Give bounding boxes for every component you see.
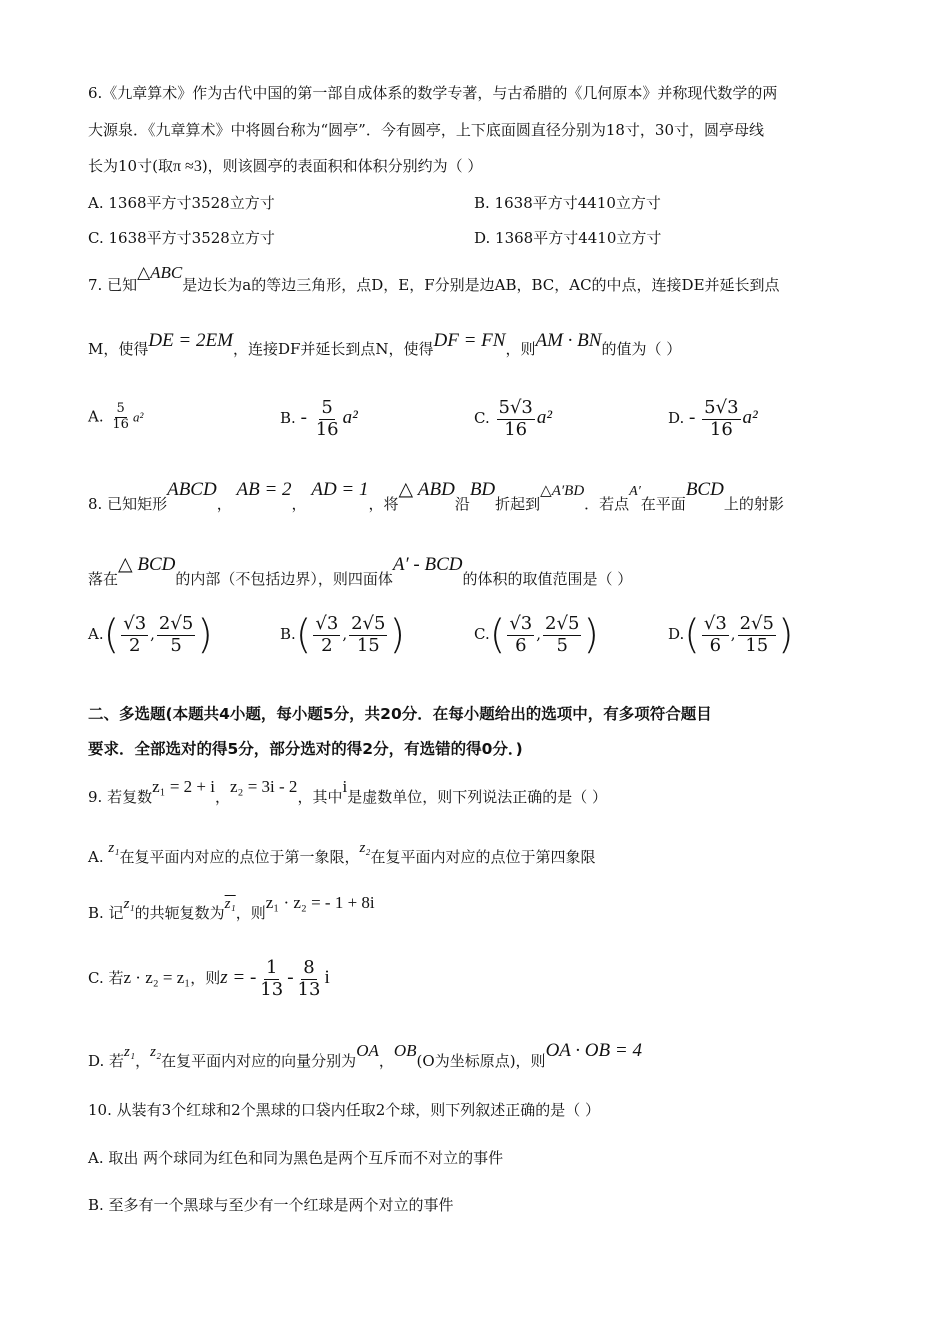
z1: z₁ [123,896,135,912]
numerator: 8 [303,957,315,978]
denominator: 2 [128,634,141,656]
fraction [543,614,581,656]
q9b-text: 的共轭复数为 [134,904,225,922]
q9-text: 是虚数单位，则下列说法正确的是（ ） [347,788,607,806]
q7-text: 7. 已知 [88,276,138,294]
q10-option-a: A. 取出 两个球同为红色和同为黑色是两个互斥而不对立的事件 [88,1149,504,1167]
q6-stem-line-2: 大源泉．《九章算术》中将圆台称为“圆亭”．今有圆亭，上下底面圆直径分别为18寸，30寸，圆亭母线 [88,121,765,139]
a-squared: a² [132,409,144,425]
q10-stem: 10. 从装有3个红球和2个黑球的口袋内任取2个球，则下列叙述正确的是（ ） [88,1101,601,1119]
q8-stem-line-1 [88,478,784,513]
q6-stem-line-1: 6.《九章算术》作为古代中国的第一部自成体系的数学专著，与古希腊的《几何原本》并称现代数学的两 [88,84,778,102]
q6-pi-approx: π ≈3 [172,158,202,175]
denominator: 5 [170,634,182,656]
q9a-text: 在复平面内对应的点位于第一象限， [119,848,360,866]
q7-vector-product: AM · BN [535,330,602,351]
q9b-text: ，则 [235,904,266,922]
a-squared: a² [536,407,553,429]
q6-text-tail: )，则该圆亭的表面积和体积分别约为（ ） [201,157,483,175]
q8-bd: BD [469,479,496,500]
q7-triangle-abc: △ABC [137,263,183,282]
q9c-condition: z · z₂ = z₁ [123,968,191,988]
q9-option-b [88,892,375,922]
numerator: √3 [123,612,147,634]
option-label: C. [474,409,490,428]
fraction [702,614,729,656]
numerator: √3 [703,612,727,634]
q7-option-d [668,398,758,440]
fraction [314,398,341,440]
numerator: 2√5 [739,612,774,634]
denominator: 15 [356,634,380,656]
denominator: 16 [709,418,733,440]
q8-rect-abcd: ABCD [167,479,217,500]
fraction [157,614,195,656]
fraction [507,614,534,656]
fraction [313,614,340,656]
option-label: C. 若 [88,969,124,988]
q8-text: 折起到 [495,495,541,513]
numerator: 5 [321,397,333,418]
q6-option-a: A. 1368平方寸3528立方寸 [88,194,275,212]
denominator: 13 [260,978,284,1000]
q6-option-b: B. 1638平方寸4410立方寸 [474,194,661,212]
numerator: 1 [266,957,278,978]
q7-text: 的值为（ ） [601,340,682,358]
fraction [121,614,148,656]
right-paren: ) [389,612,406,658]
numerator: 2√5 [351,612,386,634]
q8-text: 的内部（不包括边界），则四面体 [175,570,393,588]
right-paren: ) [197,612,213,658]
option-label: A. [88,625,104,643]
q8-text: ．若点 [584,495,630,513]
denominator: 13 [297,978,321,1000]
q8-text: 落在 [88,570,119,588]
option-label: D. [668,409,685,428]
q8-triangle-a-prime-bd: △A′BD [540,483,585,499]
q7-eq-df-fn: DF = FN [433,330,506,351]
q8-text: ， [291,495,307,513]
left-paren: ( [295,612,312,658]
numerator: 5√3 [498,397,533,418]
denominator: 15 [745,634,769,656]
q9-z1-def: z₁ = 2 + i [152,777,215,796]
q8-option-d: D.( $\frac{√3}{6}$ , $\frac{2√5}{15}$ ) [668,612,794,658]
q9d-text: ， [378,1052,394,1070]
vector-oa: OA [356,1041,379,1060]
q9-option-d [88,1040,642,1070]
q8-text: ， [216,495,232,513]
fraction [349,614,387,656]
denominator: 5 [556,634,568,656]
left-paren: ( [489,612,506,658]
numerator: 2√5 [158,612,194,634]
denominator: 6 [709,634,722,656]
numerator: 2√5 [545,612,580,634]
q6-option-c: C. 1638平方寸3528立方寸 [88,229,275,247]
denominator: 6 [515,634,527,656]
q9-text: ，其中 [297,788,343,806]
left-paren: ( [103,612,120,658]
q7-option-a [88,402,143,433]
q7-option-c [474,398,552,440]
numerator: 5 [116,401,125,416]
fraction [702,398,740,440]
q9-option-a [88,836,596,866]
option-label: B. [280,625,296,643]
q7-text: ，则 [505,340,536,358]
q9d-dot-product: OA · OB = 4 [545,1040,642,1061]
option-label: D. [668,625,685,643]
z2: z₂ [150,1044,162,1060]
q8-text: 的体积的取值范围是（ ） [462,570,633,588]
numerator: √3 [509,612,533,634]
q9a-text: 在复平面内对应的点位于第四象限 [370,848,596,866]
q7-stem-line-2 [88,330,682,360]
q8-tetrahedron: A′ - BCD [392,554,463,575]
option-label: B. 记 [88,904,124,922]
q8-option-a: A.( $\frac{√3}{2}$ , $\frac{2√5}{5}$ ) [88,612,213,658]
q9d-text: (O为坐标原点)，则 [416,1052,546,1070]
q8-eq-ad: AD = 1 [311,479,369,500]
denominator: 16 [504,418,528,440]
fraction [497,398,535,440]
right-paren: ) [777,612,794,658]
q8-text: 8. 已知矩形 [88,495,168,513]
q6-stem-line-3 [88,155,482,176]
option-label: B. [280,409,296,428]
q8-a-prime: A′ [629,484,641,499]
fraction [258,958,285,1000]
q8-text: ，将 [368,495,399,513]
q8-triangle-bcd: △ BCD [118,554,176,575]
right-paren: ) [583,612,600,658]
denominator: 16 [112,416,129,432]
fraction [110,402,131,433]
section-2-heading-line-1: 二、多选题(本题共4小题，每小题5分，共20分．在每小题给出的选项中，有多项符合题目 [88,705,712,723]
q9-z2-def: z₂ = 3i - 2 [229,777,298,796]
q9-stem [88,776,607,806]
a-squared: a² [342,407,358,429]
q7-stem-line-1 [88,262,780,294]
a-squared: a² [742,407,758,429]
q6-option-d: D. 1368平方寸4410立方寸 [474,229,662,247]
minus-sign: - [689,407,696,429]
q6-text: 长为10寸(取 [88,157,173,175]
q8-text: 沿 [454,495,470,513]
q10-option-b: B. 至多有一个黑球与至少有一个红球是两个对立的事件 [88,1196,454,1214]
option-label: A. [88,848,104,866]
q8-option-b: B.( $\frac{√3}{2}$ , $\frac{2√5}{15}$ ) [280,612,406,658]
fraction [738,614,776,656]
q7-eq-de-2em: DE = 2EM [148,330,233,351]
q8-option-c: C.( $\frac{√3}{6}$ , $\frac{2√5}{5}$ ) [474,612,600,658]
z1: z₁ [124,1044,136,1060]
section-2-heading-line-2: 要求．全部选对的得5分，部分选对的得2分，有选错的得0分．) [88,740,523,758]
q8-text: 上的射影 [723,495,784,513]
q7-option-b [280,398,358,440]
q9c-z: z = - [220,967,257,989]
q9-i: i [342,777,348,796]
option-label: A. [88,407,104,426]
q9-text: ， [214,788,230,806]
q9-text: 9. 若复数 [88,788,153,806]
z1: z₁ [108,840,120,856]
denominator: 16 [315,418,339,440]
minus-sign: - [287,967,294,989]
z2: z₂ [359,840,371,856]
option-label: D. 若 [88,1052,125,1070]
fraction [296,958,323,1000]
numerator: 5√3 [704,397,739,418]
q7-text: ，连接DF并延长到点N，使得 [232,340,434,358]
q8-plane-bcd: BCD [685,479,724,500]
q8-text: 在平面 [640,495,686,513]
q9-option-c [88,958,330,1000]
q9d-text: 在复平面内对应的向量分别为 [161,1052,357,1070]
q9d-text: ， [135,1052,151,1070]
q8-eq-ab: AB = 2 [236,479,292,500]
q7-text: 是边长为a的等边三角形，点D，E，F分别是边AB，BC，AC的中点，连接DE并延长到点 [182,276,780,294]
denominator: 2 [321,634,333,656]
minus-sign: - [300,407,307,429]
q7-text: M，使得 [88,340,149,358]
q8-triangle-abd: △ ABD [398,479,455,500]
left-paren: ( [684,612,700,658]
numerator: √3 [315,612,339,634]
z1-conjugate: z₁ [224,896,236,912]
vector-ob: OB [393,1041,417,1060]
q9b-equation: z₁ · z₂ = - 1 + 8i [265,893,375,912]
imaginary-unit: i [324,967,330,989]
option-label: C. [474,625,490,643]
q8-stem-line-2 [88,553,633,588]
q9c-text: ，则 [190,969,221,988]
